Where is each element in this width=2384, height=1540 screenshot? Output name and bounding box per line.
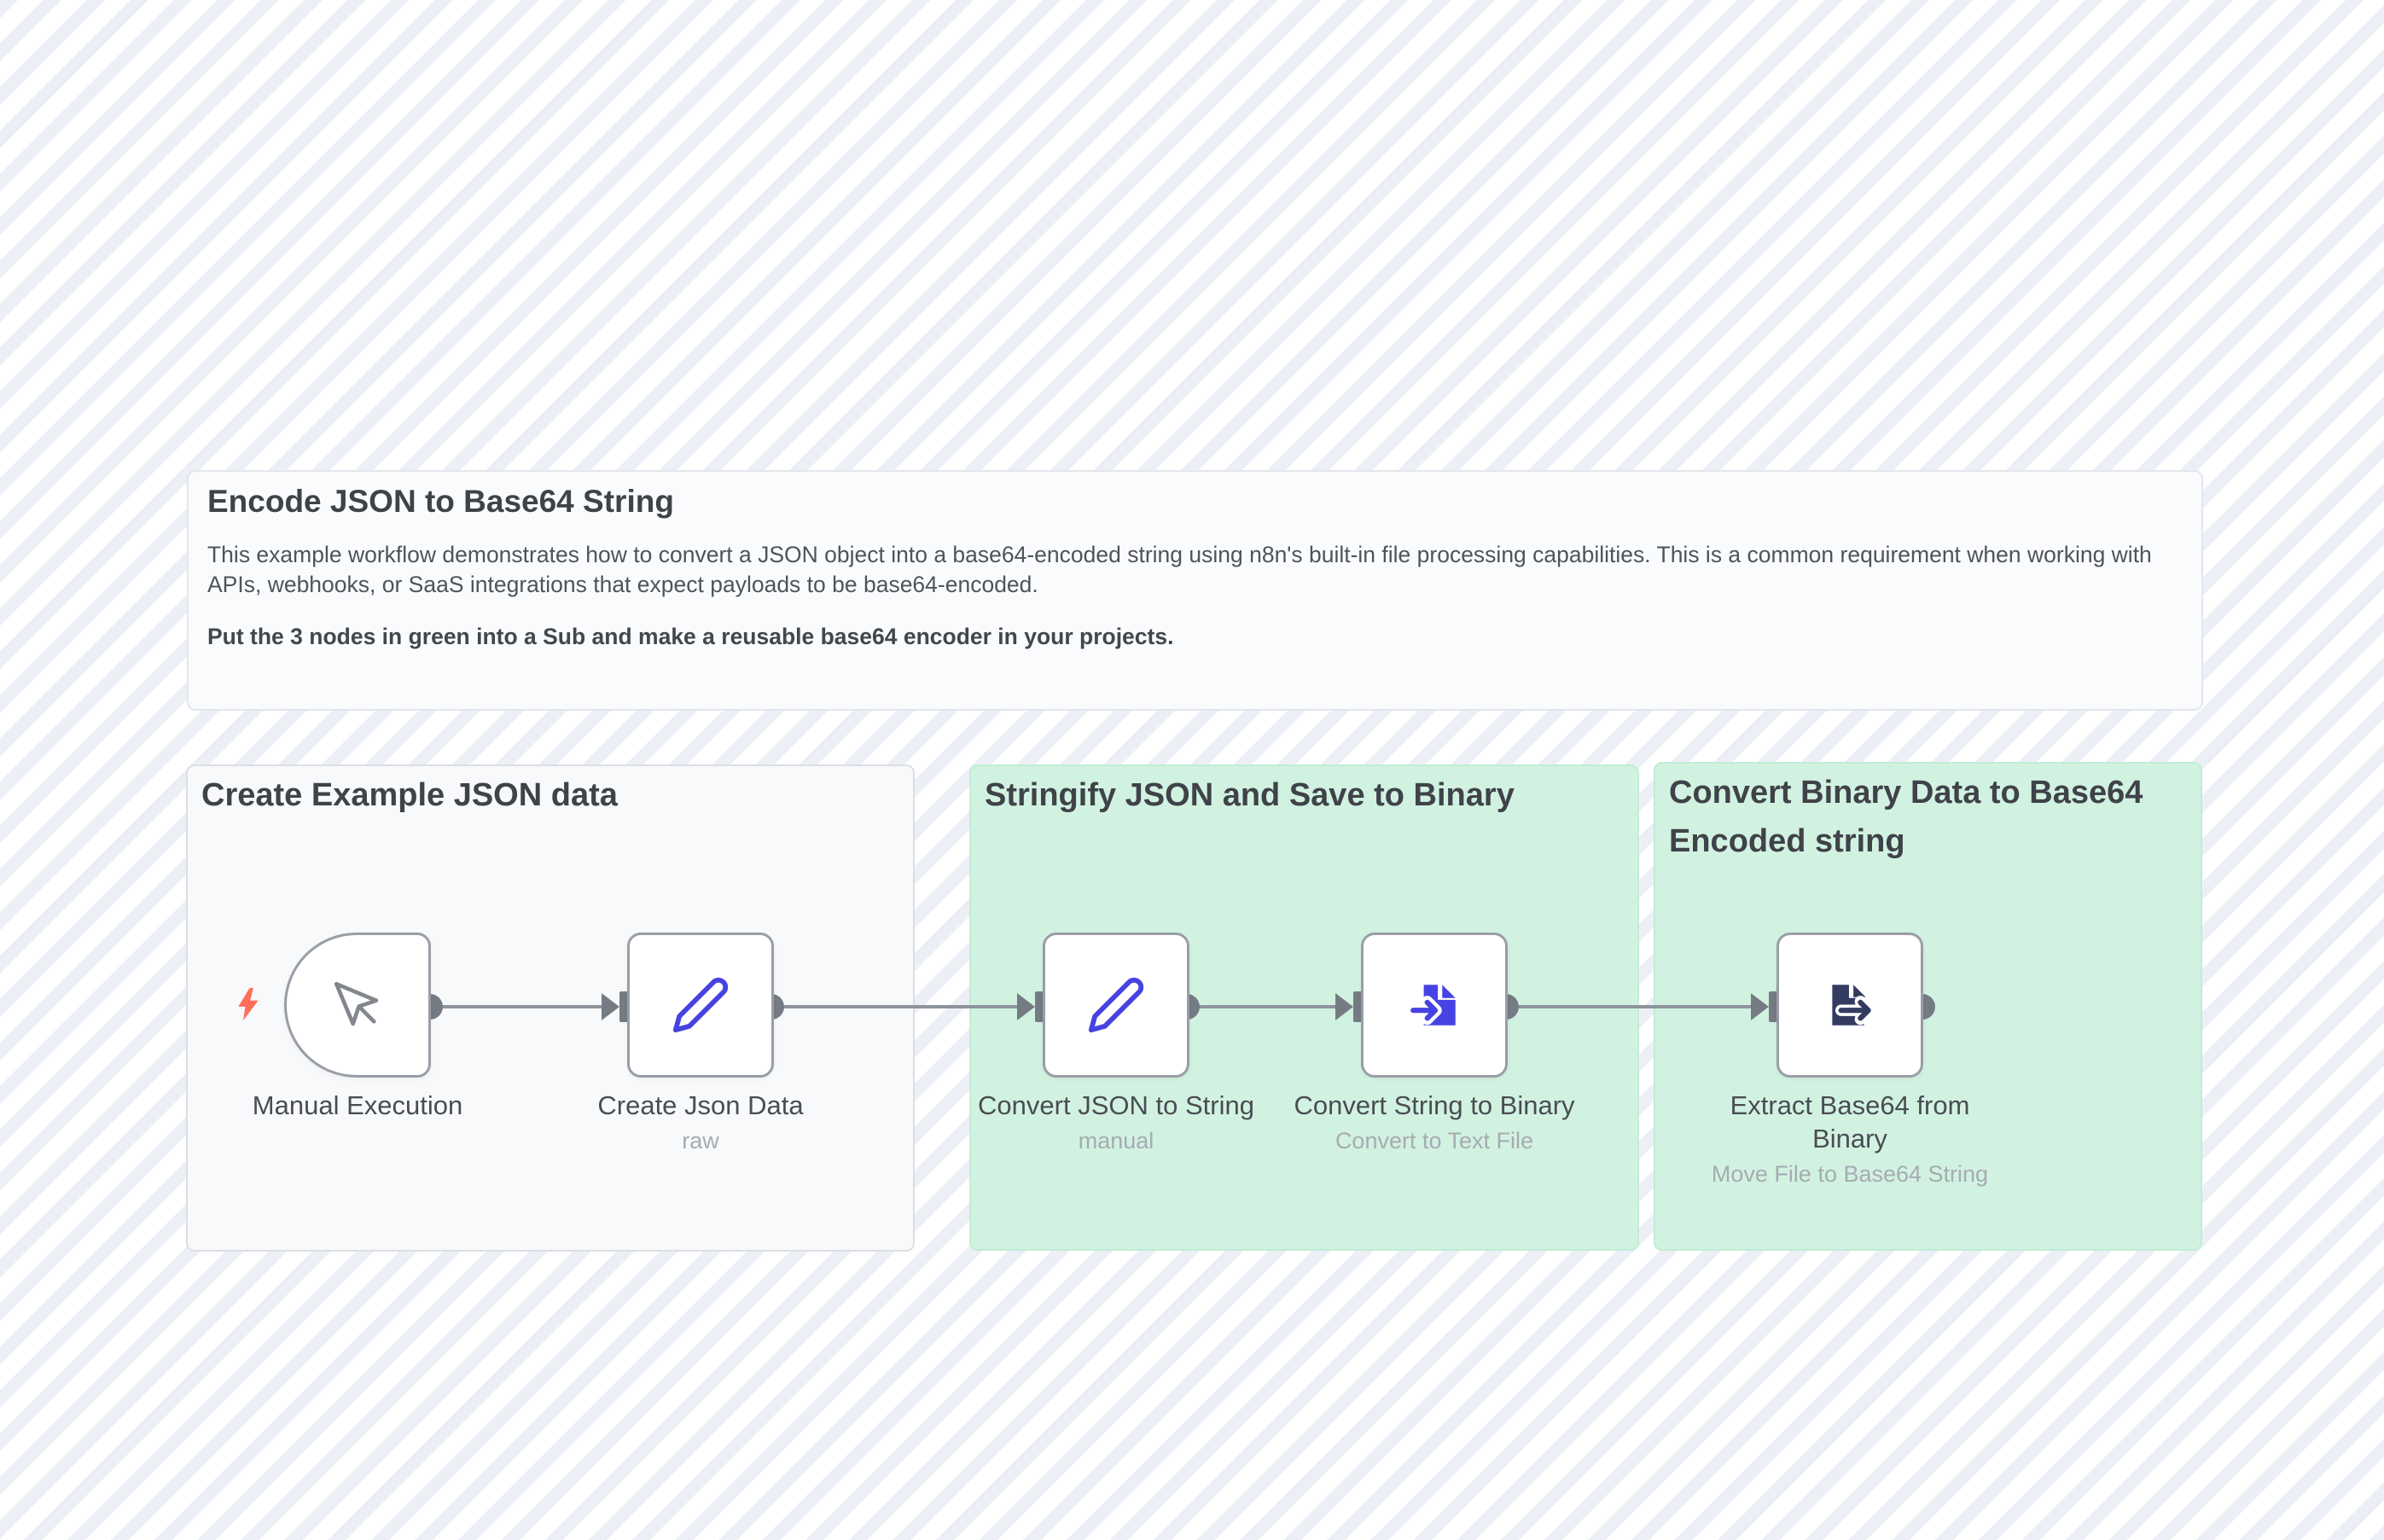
node-label: Create Json Data [597, 1090, 804, 1120]
file-import-icon [1406, 977, 1462, 1033]
group-title: Create Example JSON data [201, 777, 618, 813]
mouse-pointer-icon [329, 977, 386, 1033]
node-convert-json-to-string[interactable] [1043, 933, 1189, 1078]
sticky-note-body: This example workflow demonstrates how to convert a JSON object into a base64-encoded string using n8n's built-in file processing capabilities. This is a common requirement when working with APIs, webhooks, or SaaS integrations that expect payloads to be base64-encoded. [207, 542, 2152, 597]
node-label: Convert JSON to String [978, 1090, 1254, 1120]
node-label: Convert String to Binary [1294, 1090, 1575, 1120]
sticky-note-emphasis: Put the 3 nodes in green into a Sub and make a reusable base64 encoder in your projects. [207, 624, 1174, 649]
pencil-icon [1086, 975, 1146, 1035]
node-subtitle: manual [1078, 1128, 1154, 1154]
lightning-bolt-icon [235, 988, 261, 1020]
node-label: Extract Base64 from Binary [1730, 1090, 1970, 1154]
node-subtitle: Move File to Base64 String [1711, 1161, 1989, 1187]
node-subtitle: Convert to Text File [1334, 1128, 1534, 1154]
node-unit-manual-execution [252, 933, 463, 1120]
node-unit-convert-json-to-string [978, 933, 1254, 1154]
sticky-note-description[interactable] [187, 470, 2203, 711]
pencil-icon [671, 975, 730, 1035]
node-unit-create-json-data [597, 933, 804, 1154]
node-create-json-data[interactable] [627, 933, 774, 1078]
node-label: Manual Execution [252, 1090, 463, 1120]
node-manual-execution[interactable] [284, 933, 431, 1078]
group-title: Convert Binary Data to Base64 Encoded string [1669, 775, 2143, 859]
sticky-note-title: Encode JSON to Base64 String [207, 484, 674, 519]
node-extract-base64-from-binary[interactable] [1776, 933, 1923, 1078]
node-unit-convert-string-to-binary [1294, 933, 1575, 1154]
node-subtitle: raw [682, 1128, 719, 1154]
file-export-icon [1822, 977, 1878, 1033]
group-title: Stringify JSON and Save to Binary [985, 777, 1515, 813]
node-unit-extract-base64 [1711, 933, 1989, 1187]
node-convert-string-to-binary[interactable] [1361, 933, 1508, 1078]
